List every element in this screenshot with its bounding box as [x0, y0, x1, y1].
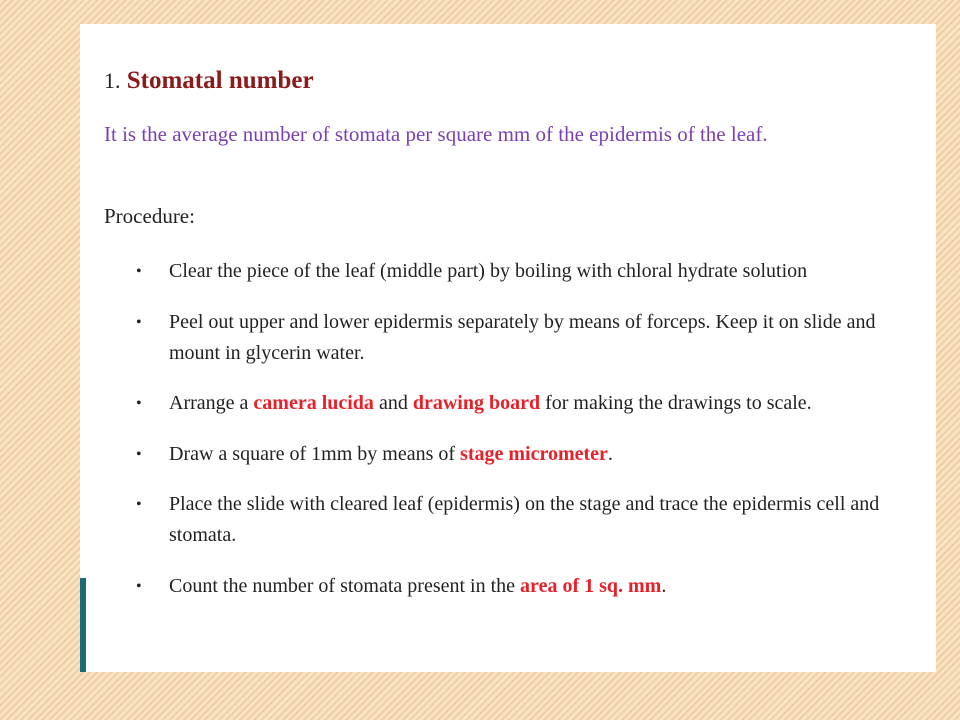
content-panel — [80, 24, 936, 672]
section-heading — [104, 66, 314, 96]
definition-text: It is the average number of stomata per square mm of the epidermis of the leaf. — [104, 122, 768, 146]
step-text: . — [661, 574, 667, 597]
procedure-label: Procedure: — [104, 204, 195, 228]
highlight-term: camera lucida — [253, 392, 374, 414]
highlight-term: area of 1 sq. mm — [520, 574, 662, 597]
bullet-icon: • — [136, 445, 142, 463]
bullet-icon: • — [136, 263, 142, 280]
procedure-step-3 — [136, 388, 906, 419]
procedure-steps-list — [136, 256, 906, 602]
bullet-icon: • — [136, 313, 142, 331]
procedure-step-4 — [136, 439, 906, 470]
section-title: Stomatal number — [126, 67, 314, 94]
step-text: Arrange a — [169, 392, 254, 414]
section-number: 1. — [104, 68, 121, 93]
step-text: Peel out upper and lower epidermis separately by means of forceps. Keep it on slide and mount in glycerin water. — [169, 310, 876, 364]
accent-bar — [80, 578, 86, 672]
step-text: Place the slide with cleared leaf (epidermis) on the stage and trace the epidermis cell and stomata. — [169, 493, 880, 546]
procedure-step-6 — [136, 571, 906, 602]
bullet-icon: • — [136, 395, 142, 412]
bullet-icon: • — [136, 577, 142, 595]
step-text: and — [373, 392, 413, 414]
highlight-term: stage micrometer — [460, 442, 608, 465]
procedure-step-2 — [136, 307, 906, 369]
procedure-step-1 — [136, 256, 906, 287]
bullet-icon: • — [136, 496, 142, 513]
procedure-step-5 — [136, 489, 906, 551]
step-text: . — [607, 442, 613, 465]
step-text: Count the number of stomata present in the — [169, 574, 521, 597]
step-text: for making the drawings to scale. — [540, 392, 812, 414]
step-text: Clear the piece of the leaf (middle part) by boiling with chloral hydrate solution — [169, 260, 808, 282]
highlight-term: drawing board — [412, 392, 541, 414]
step-text: Draw a square of 1mm by means of — [169, 442, 461, 465]
